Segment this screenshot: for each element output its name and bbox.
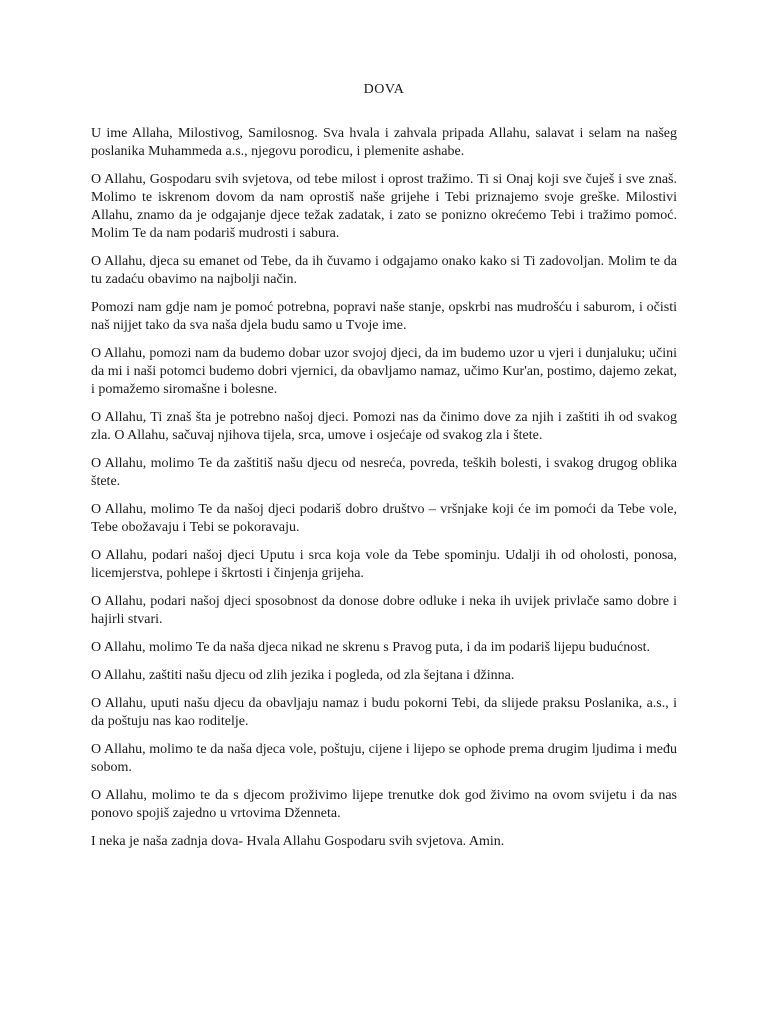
paragraph: O Allahu, djeca su emanet od Tebe, da ih čuvamo i odgajamo onako kako si Ti zadovoljan. Molim te da tu zadaću obavimo na najbolji način.: [91, 254, 677, 287]
paragraph: O Allahu, molimo Te da našoj djeci podariš dobro društvo – vršnjake koji će im pomoći da Tebe vole, Tebe obožavaju i Tebi se pokoravaju.: [91, 502, 677, 535]
paragraph: O Allahu, zaštiti našu djecu od zlih jezika i pogleda, od zla šejtana i džinna.: [91, 668, 515, 683]
paragraph: O Allahu, podari našoj djeci Uputu i srca koja vole da Tebe spominju. Udalji ih od oholosti, ponosa, licemjerstva, pohlepe i škrtosti i činjenja grijeha.: [91, 548, 677, 581]
paragraph: Pomozi nam gdje nam je pomoć potrebna, popravi naše stanje, opskrbi nas mudrošću i saburom, i očisti naš nijjet tako da sva naša djela budu samo u Tvoje ime.: [91, 300, 677, 333]
paragraph: O Allahu, molimo Te da zaštitiš našu djecu od nesreća, povreda, teških bolesti, i svakog drugog oblika štete.: [91, 456, 677, 489]
paragraph-closing: I neka je naša zadnja dova- Hvala Allahu Gospodaru svih svjetova. Amin.: [91, 834, 505, 849]
paragraph: O Allahu, pomozi nam da budemo dobar uzor svojoj djeci, da im budemo uzor u vjeri i dunjaluku; učini da mi i naši potomci budemo dobri vjernici, da obavljamo namaz, učimo Kur'an, postimo, dajemo zekat, i pomažemo siromašne i bolesne.: [91, 346, 677, 397]
document-title: DOVA: [363, 82, 405, 97]
paragraph: O Allahu, Gospodaru svih svjetova, od tebe milost i oprost tražimo. Ti si Onaj koji sve čuješ i sve znaš. Molimo te iskrenom dovom da nam oprostiš naše grijehe i Tebi priznajemo svoje greške. Milostivi Allahu, znamo da je odgajanje djece težak zadatak, i zato se ponizno okrećemo Tebi i tražimo pomoć. Molim Te da nam podariš mudrosti i sabura.: [91, 172, 677, 241]
paragraph: O Allahu, podari našoj djeci sposobnost da donose dobre odluke i neka ih uvijek privlače samo dobre i hajirli stvari.: [91, 594, 677, 627]
document-page: [91, 82, 677, 861]
paragraph: O Allahu, molimo te da naša djeca vole, poštuju, cijene i lijepo se ophode prema drugim ljudima i među sobom.: [91, 742, 677, 775]
paragraph: O Allahu, uputi našu djecu da obavljaju namaz i budu pokorni Tebi, da slijede praksu Poslanika, a.s., i da poštuju nas kao roditelje.: [91, 696, 677, 729]
paragraph-intro: U ime Allaha, Milostivog, Samilosnog. Sva hvala i zahvala pripada Allahu, salavat i selam na našeg poslanika Muhammeda a.s., njegovu porodicu, i plemenite ashabe.: [91, 126, 677, 159]
paragraph: O Allahu, molimo te da s djecom proživimo lijepe trenutke dok god živimo na ovom svijetu i da nas ponovo spojiš zajedno u vrtovima Dženneta.: [91, 788, 677, 821]
paragraph: O Allahu, Ti znaš šta je potrebno našoj djeci. Pomozi nas da činimo dove za njih i zaštiti ih od svakog zla. O Allahu, sačuvaj njihova tijela, srca, umove i osjećaje od svakog zla i štete.: [91, 410, 677, 443]
paragraph: O Allahu, molimo Te da naša djeca nikad ne skrenu s Pravog puta, i da im podariš lijepu budućnost.: [91, 640, 651, 655]
